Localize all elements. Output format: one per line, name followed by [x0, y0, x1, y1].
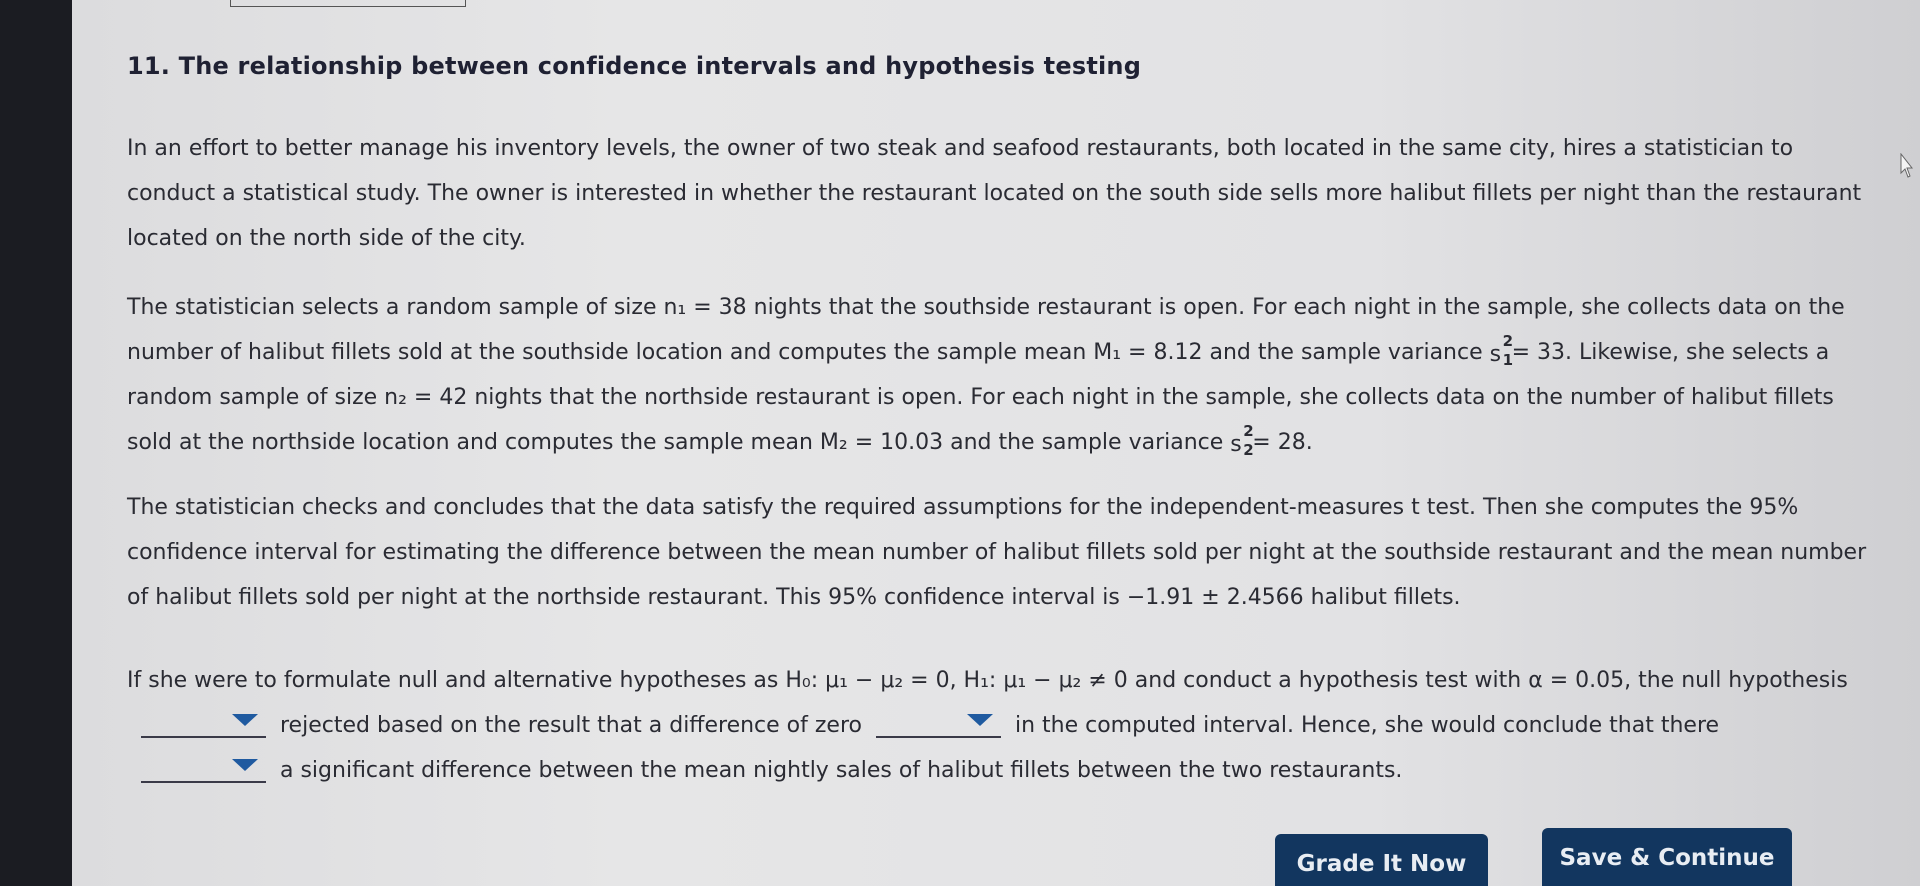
variance-symbol-s2: s 2 2 — [1230, 422, 1254, 459]
sample-text-part-a: The statistician selects a random sample of size n₁ = 38 nights that the southside restaurant is open. For each night in the sample, she collects data on the number of halibut fillets sold at the southside location and computes the sample mean M₁ = 8.12 and the sample variance — [127, 295, 1845, 365]
intro-paragraph: In an effort to better manage his inventory levels, the owner of two steak and seafood restaurants, both located in the same city, hires a statistician to conduct a statistical study. The owner is interested in whether the restaurant located on the south side sells more halibut fillets per night than the restaurant located on the north side of the city. — [127, 136, 1862, 251]
content-screen — [72, 0, 1920, 886]
chevron-down-icon — [232, 714, 258, 726]
save-and-continue-button[interactable]: Save & Continue — [1542, 828, 1792, 886]
hypothesis-text-part-b: rejected based on the result that a difference of zero — [280, 713, 862, 738]
question-title: 11. The relationship between confidence intervals and hypothesis testing — [127, 52, 1142, 80]
grade-it-now-button[interactable]: Grade It Now — [1275, 834, 1488, 886]
mouse-pointer-icon — [1900, 153, 1914, 179]
null-hypothesis-dropdown[interactable] — [141, 706, 266, 738]
hypothesis-text-part-c: in the computed interval. Hence, she would conclude that there — [1014, 713, 1720, 738]
hypothesis-text-part-d: a significant difference between the mean nightly sales of halibut fillets between the two restaurants. — [280, 758, 1403, 783]
hypothesis-text-part-a: If she were to formulate null and alternative hypotheses as H₀: μ₁ − μ₂ = 0, H₁: μ₁ − μ₂ ≠ 0 and conduct a hypothesis test with α = 0.05, the null hypothesis — [127, 668, 1848, 693]
sample-text-part-c: = 28. — [1252, 430, 1313, 455]
chevron-down-icon — [967, 714, 993, 726]
significant-difference-dropdown[interactable] — [141, 751, 266, 783]
sample-paragraph — [127, 285, 1867, 465]
sample-text-part-b: = 33. Likewise, she selects a random sample of size n₂ = 42 nights that the northside restaurant is open. For each night in the sample, she collects data on the number of halibut fillets sold at the northside location and computes the sample mean M₂ = 10.03 and the sample variance — [127, 340, 1834, 455]
zero-in-interval-dropdown[interactable] — [876, 706, 1001, 738]
confidence-interval-paragraph: The statistician checks and concludes that the data satisfy the required assumptions for the independent-measures t test. Then she computes the 95% confidence interval for estimating the difference between the mean number of halibut fillets sold per night at the southside restaurant and the mean number of halibut fillets sold per night at the northside restaurant. This 95% confidence interval is −1.91 ± 2.4566 halibut fillets. — [127, 495, 1867, 610]
top-border-fragment — [230, 0, 466, 7]
hypothesis-paragraph — [127, 658, 1867, 793]
chevron-down-icon — [232, 759, 258, 771]
variance-symbol-s1: s 2 1 — [1489, 332, 1514, 369]
